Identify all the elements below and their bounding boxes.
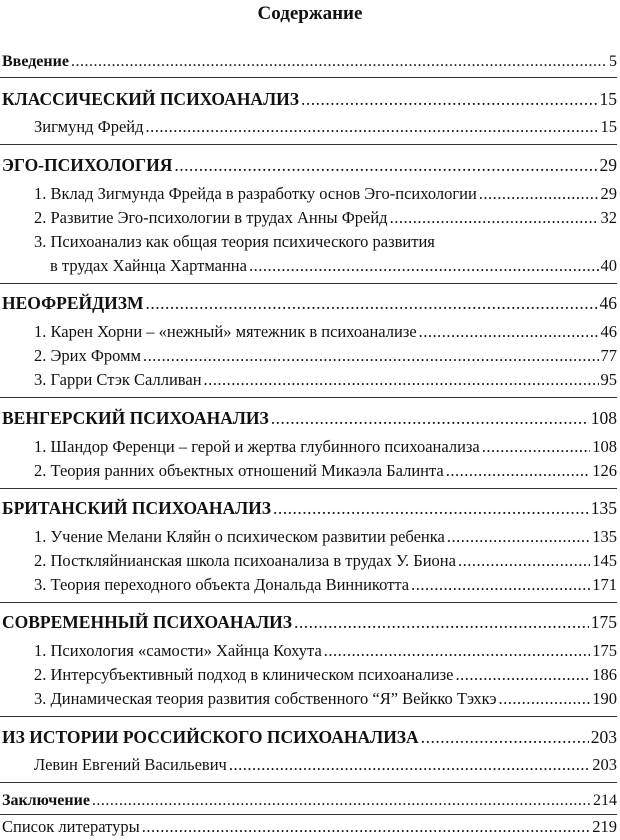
toc-entry[interactable] xyxy=(34,370,617,390)
toc-entry-page: 145 xyxy=(592,551,617,570)
toc-entry-title: 1. Психология «самости» Хайнца Кохута xyxy=(34,641,322,660)
toc-entry-title: Зигмунд Фрейд xyxy=(34,117,144,136)
toc-entry-page: 190 xyxy=(592,689,617,708)
section-divider xyxy=(0,77,617,78)
toc-entry-page: 40 xyxy=(600,256,617,275)
toc-entry-title: Заключение xyxy=(2,792,90,809)
dot-leader xyxy=(146,117,599,137)
toc-entry[interactable] xyxy=(34,208,617,228)
dot-leader xyxy=(446,461,591,481)
toc-section-title: БРИТАНСКИЙ ПСИХОАНАЛИЗ xyxy=(2,498,271,518)
toc-entry-page: 15 xyxy=(599,89,617,109)
section-divider xyxy=(0,602,617,603)
dot-leader xyxy=(421,727,589,747)
dot-leader xyxy=(92,791,591,811)
toc-entry-title: 1. Шандор Ференци – герой и жертва глубинного психоанализа xyxy=(34,437,480,456)
toc-entry-title: 2. Интерсубъективный подход в клиническом психоанализе xyxy=(34,665,454,684)
toc-section-russian[interactable] xyxy=(2,727,617,747)
dot-leader xyxy=(482,437,591,457)
toc-entry-bibliography[interactable] xyxy=(2,817,617,837)
toc-entry-page: 203 xyxy=(590,727,617,747)
toc-entry-conclusion[interactable] xyxy=(2,791,617,811)
toc-entry-page: 5 xyxy=(609,53,617,70)
toc-entry-page: 77 xyxy=(600,346,617,365)
section-divider xyxy=(0,283,617,284)
toc-entry-page: 214 xyxy=(593,792,617,809)
toc-entry-title: 3. Гарри Стэк Салливан xyxy=(34,370,202,389)
toc-entry-page: 175 xyxy=(592,641,617,660)
toc-entry-title: в трудах Хайнца Хартманна xyxy=(50,256,247,275)
toc-entry-title: Левин Евгений Васильевич xyxy=(34,755,227,774)
dot-leader xyxy=(271,408,589,428)
toc-entry-page: 175 xyxy=(590,612,617,632)
toc-entry[interactable] xyxy=(34,551,617,571)
toc-entry-freud[interactable] xyxy=(34,117,617,137)
dot-leader xyxy=(447,527,590,547)
toc-entry-title: 2. Теория ранних объектных отношений Микаэла Балинта xyxy=(34,461,444,480)
toc-entry-page: 135 xyxy=(590,498,617,518)
toc-section-ego-psychology[interactable] xyxy=(2,155,617,175)
toc-entry-page: 171 xyxy=(592,575,617,594)
toc-section-title: СОВРЕМЕННЫЙ ПСИХОАНАЛИЗ xyxy=(2,612,292,632)
toc-section-neofreudianism[interactable] xyxy=(2,293,617,313)
dot-leader xyxy=(479,184,599,204)
toc-section-hungarian[interactable] xyxy=(2,408,617,428)
section-divider xyxy=(0,716,617,717)
dot-leader xyxy=(419,322,599,342)
dot-leader xyxy=(499,689,591,709)
dot-leader xyxy=(143,346,599,366)
toc-entry-title: 2. Эрих Фромм xyxy=(34,346,141,365)
toc-section-title: ВЕНГЕРСКИЙ ПСИХОАНАЛИЗ xyxy=(2,408,269,428)
dot-leader xyxy=(229,755,590,775)
toc-entry-page: 135 xyxy=(592,527,617,546)
dot-leader xyxy=(142,817,591,837)
toc-entry-title: 1. Карен Хорни – «нежный» мятежник в психоанализе xyxy=(34,322,417,341)
toc-entry-page: 95 xyxy=(600,370,617,389)
dot-leader xyxy=(411,575,590,595)
toc-entry[interactable] xyxy=(34,322,617,342)
toc-entry[interactable] xyxy=(34,346,617,366)
dot-leader xyxy=(390,208,599,228)
toc-entry-page: 108 xyxy=(592,437,617,456)
toc-entry-page: 203 xyxy=(592,755,617,774)
toc-entry[interactable] xyxy=(34,755,617,775)
dot-leader xyxy=(301,89,598,109)
toc-entry-page: 126 xyxy=(592,461,617,480)
toc-entry[interactable] xyxy=(34,665,617,685)
toc-entry[interactable] xyxy=(34,184,617,204)
section-divider xyxy=(0,144,617,145)
dot-leader xyxy=(249,256,599,276)
toc-entry-title: 2. Посткляйнианская школа психоанализа в трудах У. Биона xyxy=(34,551,456,570)
toc-entry-page: 29 xyxy=(599,155,617,175)
toc-section-title: ИЗ ИСТОРИИ РОССИЙСКОГО ПСИХОАНАЛИЗА xyxy=(2,727,419,747)
dot-leader xyxy=(458,551,590,571)
toc-entry-page: 108 xyxy=(590,408,617,428)
toc-section-title: НЕОФРЕЙДИЗМ xyxy=(2,293,144,313)
toc-entry-title: 3. Динамическая теория развития собственного “Я” Вейкко Тэхкэ xyxy=(34,689,497,708)
dot-leader xyxy=(456,665,591,685)
section-divider xyxy=(0,814,617,815)
toc-entry-title: Список литературы xyxy=(2,817,140,836)
toc-entry[interactable] xyxy=(34,461,617,481)
toc-section-classical[interactable] xyxy=(2,89,617,109)
toc-entry-page: 219 xyxy=(592,817,617,836)
section-divider xyxy=(0,397,617,398)
dot-leader xyxy=(324,641,590,661)
toc-section-title: ЭГО-ПСИХОЛОГИЯ xyxy=(2,155,173,175)
toc-entry[interactable] xyxy=(34,527,617,547)
toc-section-british[interactable] xyxy=(2,498,617,518)
toc-entry-title: Введение xyxy=(2,53,69,70)
toc-entry-page: 186 xyxy=(592,665,617,684)
toc-entry-page: 15 xyxy=(600,117,617,136)
dot-leader xyxy=(174,155,597,175)
section-divider xyxy=(0,782,617,783)
toc-entry-title: 1. Учение Мелани Кляйн о психическом развитии ребенка xyxy=(34,527,445,546)
toc-entry[interactable] xyxy=(34,575,617,595)
toc-entry-page: 46 xyxy=(600,322,617,341)
dot-leader xyxy=(204,370,599,390)
toc-entry-introduction[interactable] xyxy=(2,52,617,72)
toc-entry[interactable] xyxy=(50,256,617,276)
toc-entry[interactable] xyxy=(34,641,617,661)
dot-leader xyxy=(71,52,607,72)
dot-leader xyxy=(146,293,598,313)
toc-entry-page: 32 xyxy=(600,208,617,227)
toc-section-modern[interactable] xyxy=(2,612,617,632)
toc-entry[interactable] xyxy=(34,689,617,709)
toc-entry-page: 29 xyxy=(600,184,617,203)
dot-leader xyxy=(294,612,589,632)
toc-entry-title: 1. Вклад Зигмунда Фрейда в разработку основ Эго-психологии xyxy=(34,184,477,203)
toc-entry-title-line[interactable]: 3. Психоанализ как общая теория психического развития xyxy=(34,232,435,251)
toc-entry[interactable] xyxy=(34,437,617,457)
dot-leader xyxy=(273,498,589,518)
toc-section-title: КЛАССИЧЕСКИЙ ПСИХОАНАЛИЗ xyxy=(2,89,299,109)
page-title: Содержание xyxy=(257,3,363,24)
toc-entry-title: 3. Теория переходного объекта Дональда Винникотта xyxy=(34,575,410,594)
toc-entry-page: 46 xyxy=(599,293,617,313)
toc-entry-title: 2. Развитие Эго-психологии в трудах Анны Фрейд xyxy=(34,208,388,227)
section-divider xyxy=(0,488,617,489)
